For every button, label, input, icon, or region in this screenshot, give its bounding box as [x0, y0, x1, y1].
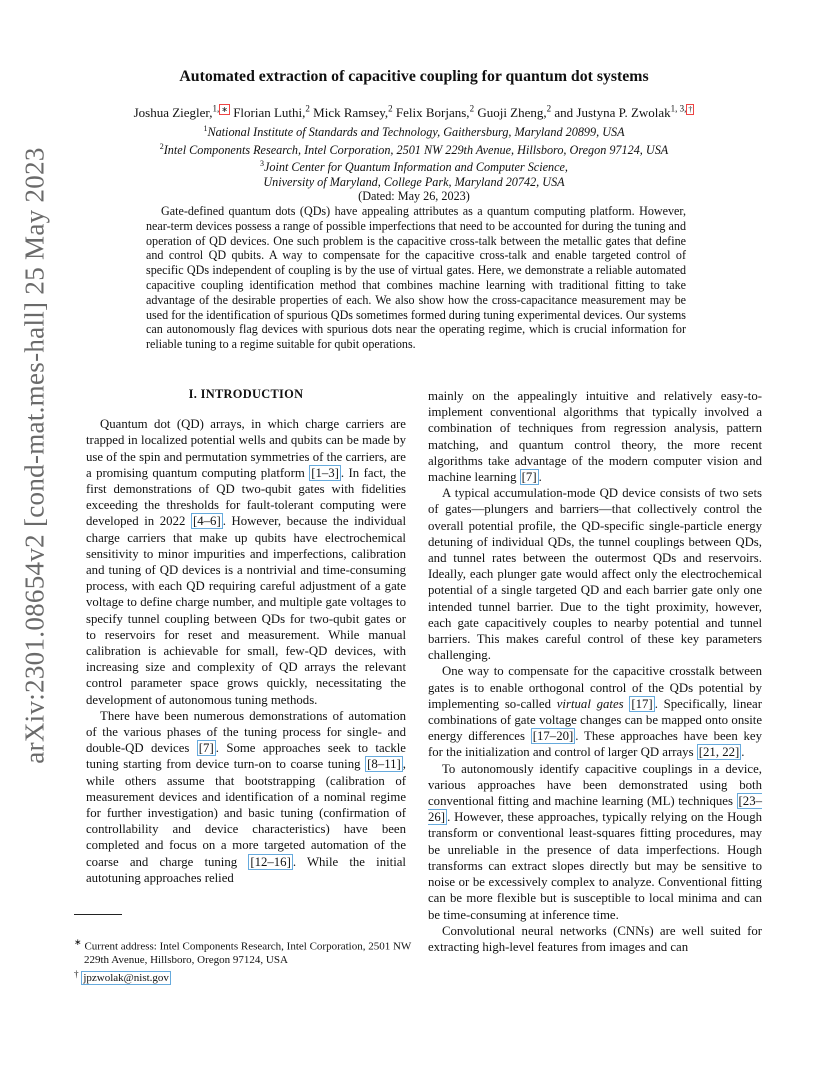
paragraph: One way to compensate for the capacitive crosstalk between gates is to enable orthogonal control of the QDs potential by implementing so-called virtual gates [17] . Specifically, linear combinations of gate voltage changes can be mapped onto onsite energy differences [17–20] . These approaches have been key for the initialization and control of larger QD arrays [21, 22] . — [428, 664, 762, 760]
footnote-rule — [74, 914, 122, 915]
corresponding-mark-link[interactable]: ∗ — [221, 105, 228, 114]
abstract: Gate-defined quantum dots (QDs) have appealing attributes as a quantum computing platform. However, near-term devices possess a range of possible imperfections that need to be accounted for during the tuning and operation of QD devices. One such problem is the capacitive cross-talk between the metallic gates that define and control QD qubits. A way to compensate for the capacitive cross-talk and enable targeted control of specific QDs independent of coupling is by the use of virtual gates. Here, we demonstrate a reliable automated capacitive coupling identification method that combines machine learning with traditional fitting to take advantage of the desirable properties of each. We also show how the cross-capacitance measurement may be used for the identification of spurious QDs sometimes formed during tuning experimental devices. Our systems can autonomously flag devices with spurious dots near the operating regime, which is crucial information for reliable tuning to a regime suitable for qubit operations. — [146, 204, 686, 352]
paragraph: Convolutional neural networks (CNNs) are well suited for extracting high-level features from images and can — [428, 923, 762, 954]
affiliation: $^3$Joint Center for Quantum Information and Computer Science, — [260, 159, 568, 175]
paragraph: There have been numerous demonstrations of automation of the various phases of the tuning process for single- and double-QD devices [7] . Some approaches seek to tackle tuning starting from device turn-on to coarse tuning [8–11] , while others assume that bootstrapping (calibration of measurement devices and identification of a nominal regime for further investigation) and basic tuning (confirmation of controllability and device characteristics) have been completed and focus on a more targeted automation of the coarse and charge tuning [12–16] . While the initial autotuning approaches relied — [86, 708, 406, 885]
affiliation: $^1$National Institute of Standards and Technology, Gaithersburg, Maryland 20899, USA — [203, 124, 625, 140]
author: and Justyna P. Zwolak$^{1, 3,}$ † — [554, 104, 693, 121]
footnote: † jpzwolak@nist.gov — [74, 968, 169, 985]
citation-link[interactable]: [17] — [631, 696, 653, 711]
affiliation: University of Maryland, College Park, Maryland 20742, USA — [263, 174, 565, 189]
citation-link[interactable]: [4–6] — [193, 514, 221, 529]
author: Felix Borjans,$^2$ — [395, 104, 475, 121]
email-link[interactable]: jpzwolak@nist.gov — [83, 972, 169, 985]
author: Joshua Ziegler,$^{1,}$ ∗ — [133, 104, 228, 121]
citation-link[interactable]: [23–26] — [428, 794, 762, 825]
paragraph: Quantum dot (QD) arrays, in which charge carriers are trapped in localized potential wells and qubits can be made by use of the spin and permutation symmetries of the carriers, are a promising quantum computing platform [1–3] . In fact, the first demonstrations of QD two-qubit gates with fidelities exceeding the thresholds for fault-tolerant computing were developed in 2022 [4–6] . However, because the individual charge carriers that make up qubits have electrochemical sensitivity to minor impurities and imperfections, calibration and tuning of QD devices is a nontrivial and time-consuming process, with each QD requiring careful adjustment of a gate voltage to define charge number, and multiple gate voltages to specify tunnel coupling between QDs for two-qubit gates or to reservoirs for reset and measurement. While manual calibration is achievable for small, few-QD devices, with increasing size and complexity of QD arrays the relevant control parameter space grows quickly, necessitating the development of autonomous tuning methods. — [86, 417, 407, 707]
author: Mick Ramsey,$^2$ — [313, 104, 393, 121]
footnote: ∗ Current address: Intel Components Research, Intel Corporation, 2501 NW 229th Avenue, Hillsboro, Oregon 97124, USA — [74, 937, 412, 967]
paper-title: Automated extraction of capacitive coupling for quantum dot systems — [179, 68, 649, 85]
dated-line: (Dated: May 26, 2023) — [358, 189, 470, 204]
citation-link[interactable]: [17–20] — [532, 729, 574, 744]
citation-link[interactable]: [8–11] — [367, 757, 401, 772]
arxiv-identifier-text: arXiv:2301.08654v2 [cond-mat.mes-hall] 25 May 2023 — [19, 146, 50, 764]
citation-link[interactable]: [12–16] — [250, 854, 291, 869]
paragraph: A typical accumulation-mode QD device consists of two sets of gates—plungers and barriers—that collectively control the overall potential profile, the QD-specific single-particle energy detuning of individual QDs, the tunnel couplings between QDs, and tunnel rates between the outermost QDs and reservoirs. Ideally, each plunger gate would affect only the electrochemical potential of a single targeted QD and each barrier gate only one intended tunnel barrier. Due to the tight proximity, however, each gate capacitively couples to nearby potential and tunnel barriers. This makes careful control of these key parameters challenging. — [428, 486, 762, 663]
citation-link[interactable]: [1–3] — [311, 465, 339, 480]
citation-link[interactable]: [7] — [198, 741, 214, 756]
left-column — [86, 386, 406, 886]
affiliations — [0, 122, 828, 204]
affiliation: $^2$Intel Components Research, Intel Corporation, 2501 NW 229th Avenue, Hillsboro, Oregon 97124, USA — [159, 141, 669, 157]
arxiv-identifier — [14, 146, 56, 764]
author: Guoji Zheng,$^2$ — [477, 104, 552, 121]
paragraph: To autonomously identify capacitive couplings in a device, various approaches have been demonstrated using both conventional fitting and machine learning (ML) techniques [23–26] . However, these approaches, typically relying on the Hough transform or conventional least-squares fitting procedures, may be unreliable in the presence of data imperfections. Hough transforms can extract slopes directly but may be sensitive to noise or be excessively complex to analyze. Conventional fitting can be more flexible but is susceptible to local minima and can be time-consuming at inference time. — [428, 761, 762, 922]
footnotes — [74, 936, 414, 986]
paragraph: mainly on the appealingly intuitive and relatively easy-to-implement conventional algorithms that typically involved a combination of techniques from regression analysis, pattern matching, and quantum control theory, the more recent algorithms take advantage of the modern computer vision and machine learning [7] . — [428, 389, 762, 485]
citation-link[interactable]: [21, 22] — [698, 745, 740, 760]
author-list — [0, 104, 828, 121]
citation-link[interactable]: [7] — [521, 470, 537, 485]
section-heading: I. INTRODUCTION — [188, 387, 304, 401]
corresponding-mark-link[interactable]: † — [688, 105, 693, 114]
right-column — [428, 388, 762, 955]
author: Florian Luthi,$^2$ — [233, 104, 310, 121]
